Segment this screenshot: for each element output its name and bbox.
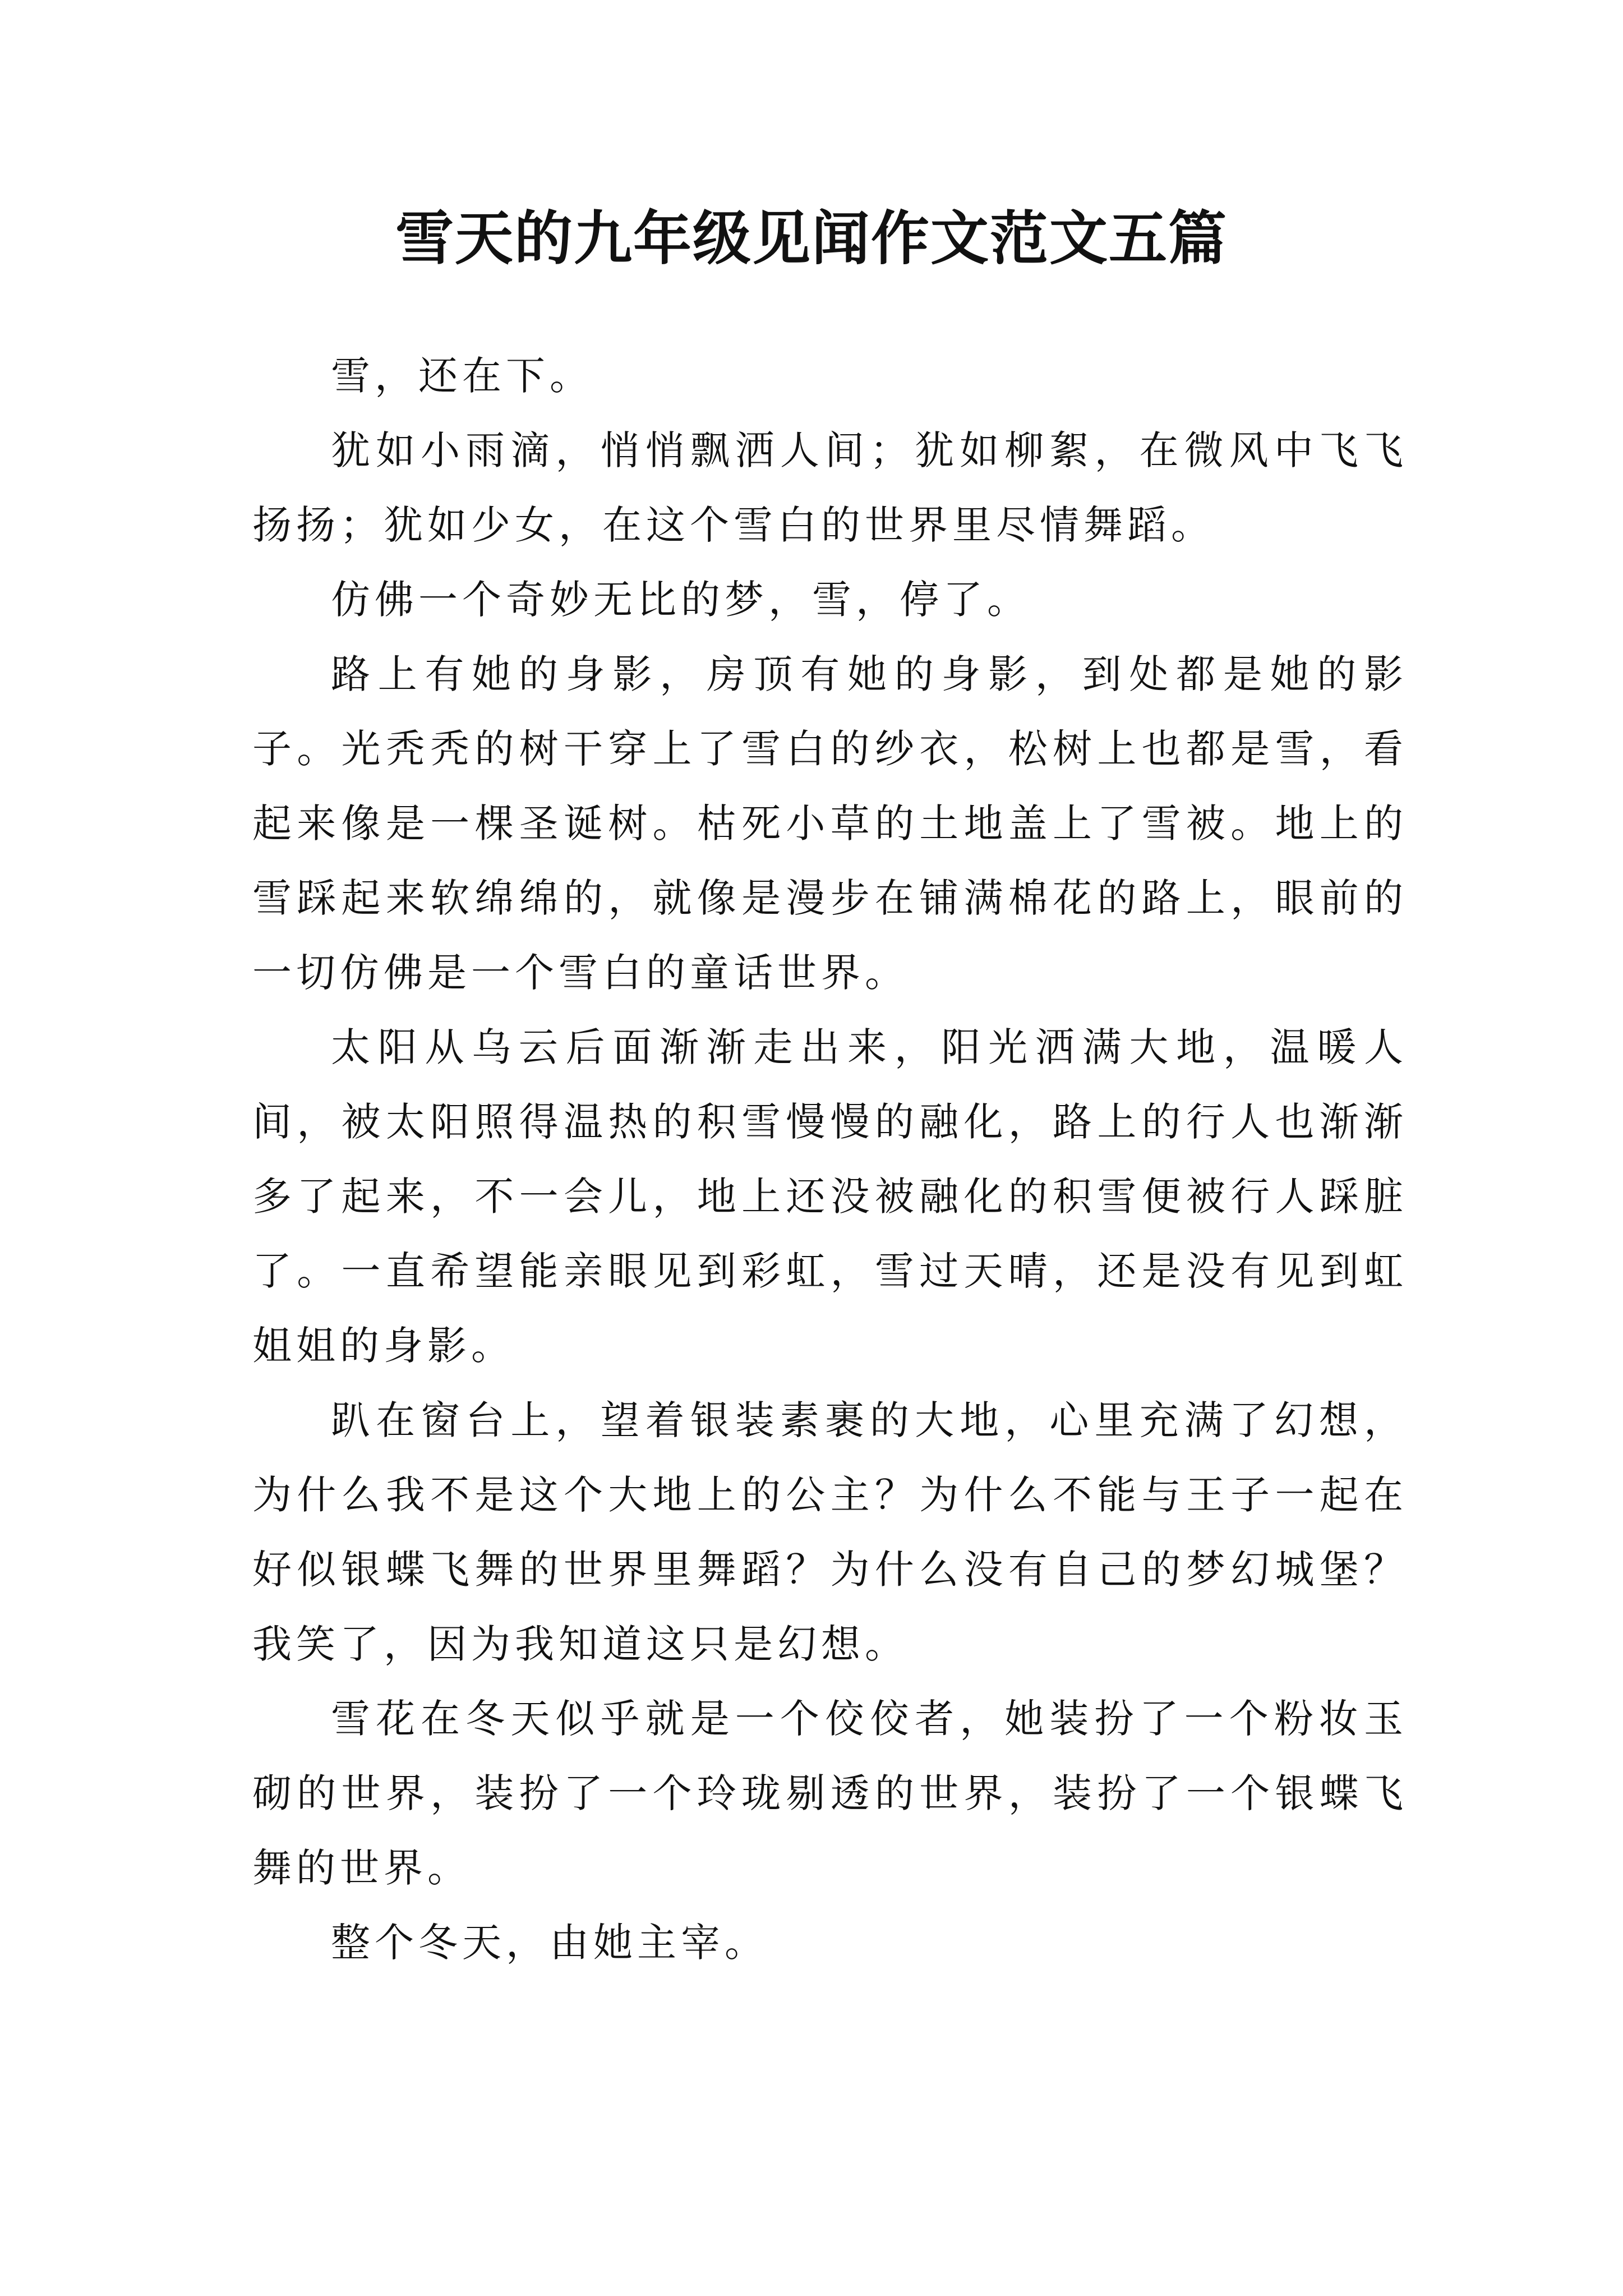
paragraph: 雪，还在下。 bbox=[331, 353, 593, 399]
paragraph: 仿佛一个奇妙无比的梦，雪，停了。 bbox=[331, 577, 1031, 623]
paragraph: 整个冬天，由她主宰。 bbox=[331, 1920, 768, 1966]
paragraph: 路上有她的身影，房顶有她的身影，到处都是她的影子。光秃秃的树干穿上了雪白的纱衣，松树上也都是雪，看起来像是一棵圣诞树。枯死小草的土地盖上了雪被。地上的雪踩起来软绵绵的，就像是漫步在铺满棉花的路上，眼前的一切仿佛是一个雪白的童话世界。 bbox=[252, 651, 1408, 996]
paragraph: 太阳从乌云后面渐渐走出来，阳光洒满大地，温暖人间，被太阳照得温热的积雪慢慢的融化，路上的行人也渐渐多了起来，不一会儿，地上还没被融化的积雪便被行人踩脏了。一直希望能亲眼见到彩虹，雪过天晴，还是没有见到虹姐姐的身影。 bbox=[252, 1024, 1408, 1369]
paragraph: 雪花在冬天似乎就是一个佼佼者，她装扮了一个粉妆玉砌的世界，装扮了一个玲珑剔透的世界，装扮了一个银蝶飞舞的世界。 bbox=[252, 1696, 1408, 1891]
paragraph: 趴在窗台上，望着银装素裹的大地，心里充满了幻想，为什么我不是这个大地上的公主？为什么不能与王子一起在好似银蝶飞舞的世界里舞蹈？为什么没有自己的梦幻城堡？我笑了，因为我知道这只是幻想。 bbox=[252, 1397, 1408, 1667]
paragraph: 犹如小雨滴，悄悄飘洒人间；犹如柳絮，在微风中飞飞扬扬；犹如少女，在这个雪白的世界里尽情舞蹈。 bbox=[252, 427, 1408, 548]
document-title: 雪天的九年级见闻作文范文五篇 bbox=[395, 204, 1228, 273]
document-body bbox=[252, 339, 1408, 1980]
